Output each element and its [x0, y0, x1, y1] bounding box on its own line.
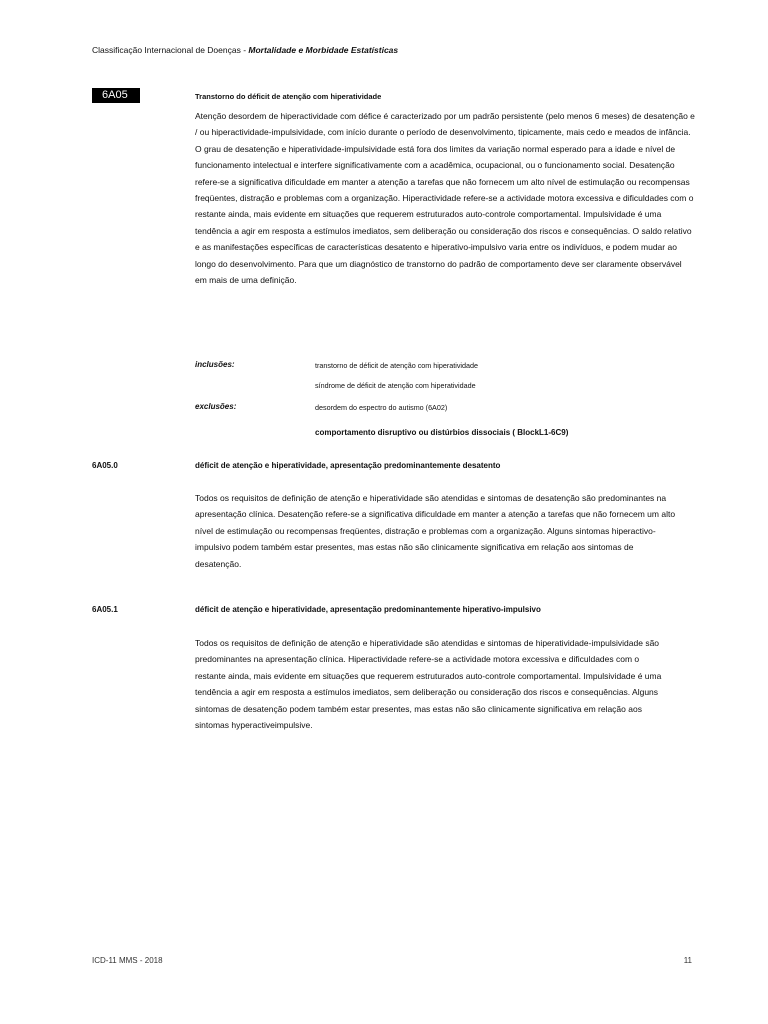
footer-source: ICD-11 MMS - 2018 [92, 956, 163, 965]
main-description: Atenção desordem de hiperactividade com défice é caracterizado por um padrão persistente (pelo menos 6 meses) de desatenção e / ou hiperactividade-impulsividade, com início durante o período de desenvolvimento, tipicamente, mais cedo e meados de infância. O grau de desatenção e hiperatividade-impulsividade está fora dos limites da variação normal esperado para a idade e nível de funcionamento intelectual e interfere significativamente com a acadêmica, ocupacional, ou o funcionamento social. Desatenção refere-se a significativa dificuldade em manter a atenção a tarefas que não fornecem um alto nível de estimulação ou recompensas freqüentes, distração e problemas com a organização. Hiperactividade refere-se a actividade motora excessiva e dificuldades com o restante ainda, mais evidente em situações que requerem estruturados auto-controle comportamental. Impulsividade é uma tendência a agir em resposta a estímulos imediatos, sem deliberação ou consideração dos riscos e consequências. O saldo relativo e as manifestações específicas de características desatento e hiperativo-impulsivo varia entre os indivíduos, e podem mudar ao longo do desenvolvimento. Para que um diagnóstico de transtorno do padrão de comportamento deve ser claramente observável em mais de uma definição. [195, 111, 695, 286]
exclusion-item: comportamento disruptivo ou distúrbios dissociais ( BlockL1-6C9) [315, 428, 569, 437]
exclusion-item: desordem do espectro do autismo (6A02) [315, 403, 448, 412]
sub-entry-title: déficit de atenção e hiperatividade, apresentação predominantemente hiperativo-impulsivo [195, 605, 541, 614]
sub-entry-description: Todos os requisitos de definição de atenção e hiperatividade são atendidas e sintomas de hiperatividade-impulsividade são predominantes na apresentação clínica. Hiperactividade refere-se a actividade motora excessiva e dificuldades com o restante ainda, mais evidente em situações que requerem estruturados auto-controle comportamental. Impulsividade é uma tendência a agir em resposta a estímulos imediatos, sem deliberação ou consideração dos riscos e consequências. Alguns sintomas de desatenção podem também estar presentes, mas estas não são clinicamente significativa em relação aos sintomas hyperactiveimpulsive. [195, 638, 662, 731]
sub-entry-code: 6A05.1 [92, 605, 118, 614]
inclusion-item: síndrome de déficit de atenção com hiperatividade [315, 381, 476, 390]
main-code-badge: 6A05 [92, 88, 140, 103]
page-number: 11 [683, 956, 692, 965]
header-subtitle: Mortalidade e Morbidade Estatísticas [248, 45, 399, 55]
sub-entry-code: 6A05.0 [92, 461, 118, 470]
page-header [92, 45, 398, 55]
header-title: Classificação Internacional de Doenças - [92, 45, 249, 55]
exclusions-label: exclusões: [195, 402, 237, 411]
inclusion-item: transtorno de déficit de atenção com hiperatividade [315, 361, 479, 370]
sub-entry-description: Todos os requisitos de definição de atenção e hiperatividade são atendidas e sintomas de desatenção são predominantes na apresentação clínica. Desatenção refere-se a significativa dificuldade em manter a atenção a tarefas que não fornecem um alto nível de estimulação ou recompensas freqüentes, distração e problemas com a organização. Alguns sintomas hiperactivo-impulsivo podem também estar presentes, mas estas não são clinicamente significativa em relação aos sintomas de desatenção. [195, 493, 676, 569]
sub-entry-title: déficit de atenção e hiperatividade, apresentação predominantemente desatento [195, 461, 501, 470]
inclusions-label: inclusões: [195, 360, 235, 369]
main-title: Transtorno do déficit de atenção com hiperatividade [195, 92, 382, 101]
